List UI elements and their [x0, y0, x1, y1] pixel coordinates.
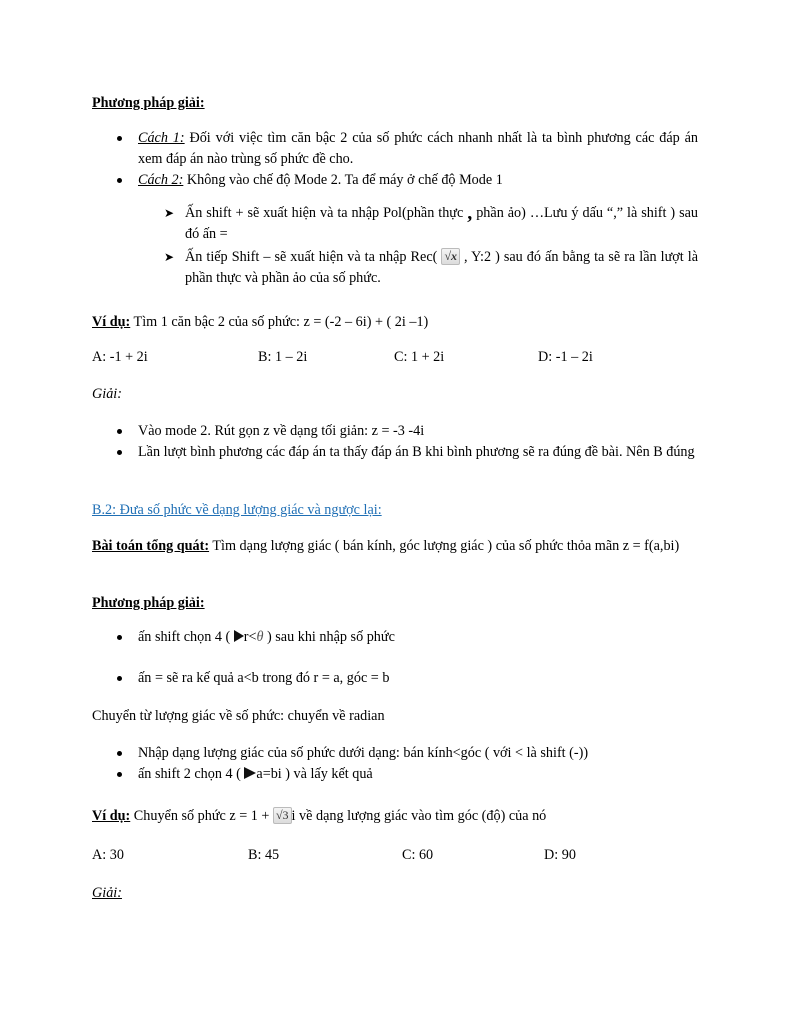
list-item: Nhập dạng lượng giác của số phức dưới dạng: bán kính<góc ( với < là shift (-))	[92, 743, 698, 764]
method-heading-1: Phương pháp giải:	[92, 95, 205, 111]
example-2-text-a: Chuyển số phức z = 1 +	[130, 808, 273, 824]
example-2-options	[92, 845, 698, 866]
list-item	[92, 627, 698, 648]
list-item	[92, 170, 698, 191]
theta-icon: θ	[256, 629, 264, 645]
step-text-a: ấn shift chọn 4 (	[138, 629, 234, 645]
triangle-right-icon	[234, 630, 244, 642]
example-1-label: Ví dụ:	[92, 314, 131, 330]
option-c: C: 60	[402, 847, 434, 863]
step-1-text-a: Ấn shift + sẽ xuất hiện và ta nhập Pol(phần thực	[185, 205, 468, 221]
method-2-label: Cách 2:	[138, 172, 184, 188]
step-2-text-a: Ấn tiếp Shift – sẽ xuất hiện và ta nhập Rec(	[185, 249, 442, 265]
list-item	[92, 128, 698, 170]
triangle-right-icon	[244, 767, 256, 779]
list-item	[92, 247, 698, 289]
example-2-label: Ví dụ:	[92, 808, 131, 824]
list-item	[92, 764, 698, 785]
step-text-c: ) sau khi nhập số phức	[263, 629, 395, 645]
method-1-text: Đối với việc tìm căn bậc 2 của số phức cách nhanh nhất là ta bình phương các đáp án xem đáp án nào trùng số phức đề cho.	[138, 130, 698, 167]
arrow-right-icon: ➤	[164, 206, 175, 220]
method-1-label: Cách 1:	[138, 130, 185, 146]
arrow-right-icon: ➤	[164, 250, 175, 264]
method-list-2c	[92, 743, 698, 785]
list-item	[92, 203, 698, 245]
step-text-a: ấn shift 2 chọn 4 (	[138, 766, 245, 782]
sqrt-x-key-icon: √x	[441, 248, 460, 265]
general-problem-text: Tìm dạng lượng giác ( bán kính, góc lượng giác ) của số phức thỏa mãn z = f(a,bi)	[209, 538, 680, 554]
comma-icon: ,	[467, 202, 473, 224]
example-1	[92, 312, 698, 333]
example-1-text: Tìm 1 căn bậc 2 của số phức: z = (-2 – 6i) + ( 2i –1)	[130, 314, 429, 330]
option-d: D: 90	[544, 847, 576, 863]
solution-1-list	[92, 421, 698, 463]
sqrt-3-key-icon: √3	[273, 807, 292, 824]
example-1-options	[92, 347, 698, 368]
list-item: Vào mode 2. Rút gọn z về dạng tối giản: z = -3 -4i	[92, 421, 698, 442]
option-b: B: 45	[248, 847, 280, 863]
step-text-b: a=bi ) và lấy kết quả	[256, 766, 373, 782]
option-b: B: 1 – 2i	[258, 349, 308, 365]
solution-2-label: Giải:	[92, 885, 122, 901]
section-b2-title[interactable]	[92, 500, 698, 521]
general-problem	[92, 536, 698, 557]
example-2	[92, 806, 698, 827]
option-a: A: -1 + 2i	[92, 349, 148, 365]
general-problem-label: Bài toán tổng quát:	[92, 538, 210, 554]
method-list-1	[92, 128, 698, 191]
method-list-2a	[92, 627, 698, 648]
method-list-2b	[92, 668, 698, 689]
list-item: Lần lượt bình phương các đáp án ta thấy đáp án B khi bình phương sẽ ra đúng đề bài. Nên B đúng	[92, 442, 698, 463]
option-a: A: 30	[92, 847, 124, 863]
solution-1-label: Giải:	[92, 386, 122, 402]
example-2-text-b: i về dạng lượng giác vào tìm góc (độ) của nó	[291, 808, 547, 824]
method-2-steps	[92, 203, 698, 289]
method-2-text: Không vào chế độ Mode 2. Ta để máy ở chế độ Mode 1	[183, 172, 503, 188]
option-c: C: 1 + 2i	[394, 349, 445, 365]
section-b2-link[interactable]: B.2: Đưa số phức về dạng lượng giác và ngược lại:	[92, 502, 382, 518]
list-item: ấn = sẽ ra kế quả a<b trong đó r = a, góc = b	[92, 668, 698, 689]
conversion-note: Chuyển từ lượng giác về số phức: chuyển về radian	[92, 708, 385, 724]
step-text-b: r<	[243, 629, 257, 645]
method-heading-2: Phương pháp giải:	[92, 595, 205, 611]
option-d: D: -1 – 2i	[538, 349, 593, 365]
step-1-text-b: phần ảo) …Lưu ý dấu “,” là shift ) sau đó ấn =	[185, 205, 698, 242]
step-2-text-b: , Y:2 ) sau đó ấn bằng ta sẽ ra lần lượt là phần thực và phần ảo của số phức.	[185, 249, 698, 286]
